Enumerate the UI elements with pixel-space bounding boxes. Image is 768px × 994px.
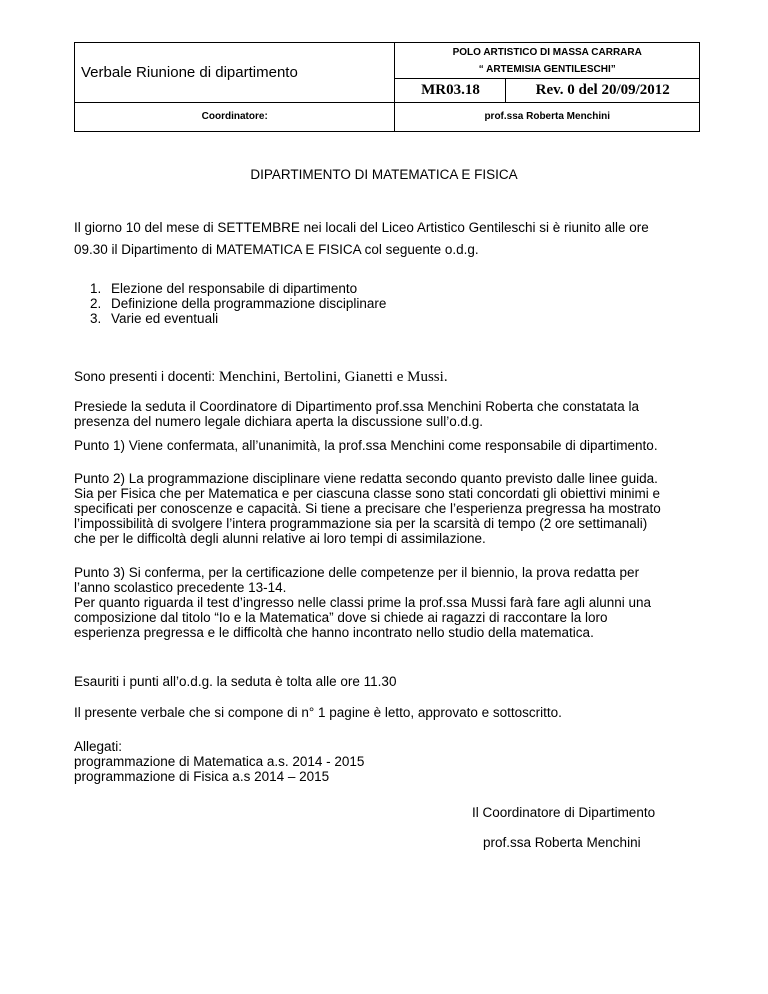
agenda-number: 2. [90, 296, 102, 311]
chair-line: presenza del numero legale dichiara aperta la discussione sull’o.d.g. [74, 414, 483, 429]
approval-statement: Il presente verbale che si compone di n° 1 pagine è letto, approvato e sottoscritto. [74, 705, 562, 720]
agenda-number: 1. [90, 281, 102, 296]
agenda-item: Definizione della programmazione disciplinare [111, 296, 387, 311]
department-heading: DIPARTIMENTO DI MATEMATICA E FISICA [250, 167, 518, 182]
closing-statement: Esauriti i punti all’o.d.g. la seduta è tolta alle ore 11.30 [74, 674, 397, 689]
punto-3-line: Per quanto riguarda il test d’ingresso nelle classi prime la prof.ssa Mussi farà fare agli alunni una [74, 595, 652, 610]
punto-2-line: specificati per conoscenze e capacità. Si tiene a precisare che l’esperienza pregressa ha mostrato [74, 501, 661, 516]
punto-1: Punto 1) Viene confermata, all’unanimità, la prof.ssa Menchini come responsabile di dipartimento. [74, 438, 658, 453]
coordinator-name: prof.ssa Roberta Menchini [395, 102, 700, 131]
school-name: POLO ARTISTICO DI MASSA CARRARA [395, 43, 700, 62]
revision: Rev. 0 del 20/09/2012 [506, 79, 700, 102]
school-subtitle: “ ARTEMISIA GENTILESCHI” [395, 61, 700, 79]
agenda-number: 3. [90, 311, 102, 326]
punto-2-line: Sia per Fisica che per Matematica e per ciascuna classe sono stati concordati gli obiettivi minimi e [74, 486, 661, 501]
attachment-item: programmazione di Matematica a.s. 2014 - 2015 [74, 754, 365, 769]
punto-2-line: Punto 2) La programmazione disciplinare viene redatta secondo quanto previsto dalle linee guida. [74, 471, 658, 486]
punto-3-line: Punto 3) Si conferma, per la certificazione delle competenze per il biennio, la prova redatta per [74, 565, 640, 580]
agenda-item: Elezione del responsabile di dipartimento [111, 281, 358, 296]
punto-3-line: esperienza pregressa e le difficoltà che hanno incontrato nello studio della matematica. [74, 625, 594, 640]
header-table [74, 42, 700, 132]
signature-name: prof.ssa Roberta Menchini [483, 835, 641, 850]
chair-line: Presiede la seduta il Coordinatore di Dipartimento prof.ssa Menchini Roberta che constatata la [74, 399, 640, 414]
present-teachers [74, 368, 448, 386]
punto-2-line: che per le difficoltà degli alunni relative ai loro tempi di assimilazione. [74, 531, 486, 546]
present-names: Menchini, Bertolini, Gianetti e Mussi. [218, 369, 448, 385]
document-code: MR03.18 [395, 79, 506, 102]
punto-3-line: l’anno scolastico precedente 13-14. [74, 580, 287, 595]
intro-line-2: 09.30 il Dipartimento di MATEMATICA E FISICA col seguente o.d.g. [74, 242, 479, 257]
punto-3-line: composizione dal titolo “Io e la Matematica” dove si chiede ai ragazzi di raccontare la loro [74, 610, 608, 625]
agenda-item: Varie ed eventuali [111, 311, 219, 326]
punto-2-line: l’impossibilità di svolgere l’intera programmazione sia per la scarsità di tempo (2 ore settimanali) [74, 516, 648, 531]
signature-role: Il Coordinatore di Dipartimento [472, 805, 656, 820]
attachment-item: programmazione di Fisica a.s 2014 – 2015 [74, 769, 330, 784]
intro-line-1: Il giorno 10 del mese di SETTEMBRE nei locali del Liceo Artistico Gentileschi si è riunito alle ore [74, 220, 649, 235]
coordinator-label: Coordinatore: [75, 102, 395, 131]
document-title: Verbale Riunione di dipartimento [75, 43, 395, 103]
present-label: Sono presenti i docenti: [74, 369, 219, 384]
attachments-label: Allegati: [74, 739, 123, 754]
